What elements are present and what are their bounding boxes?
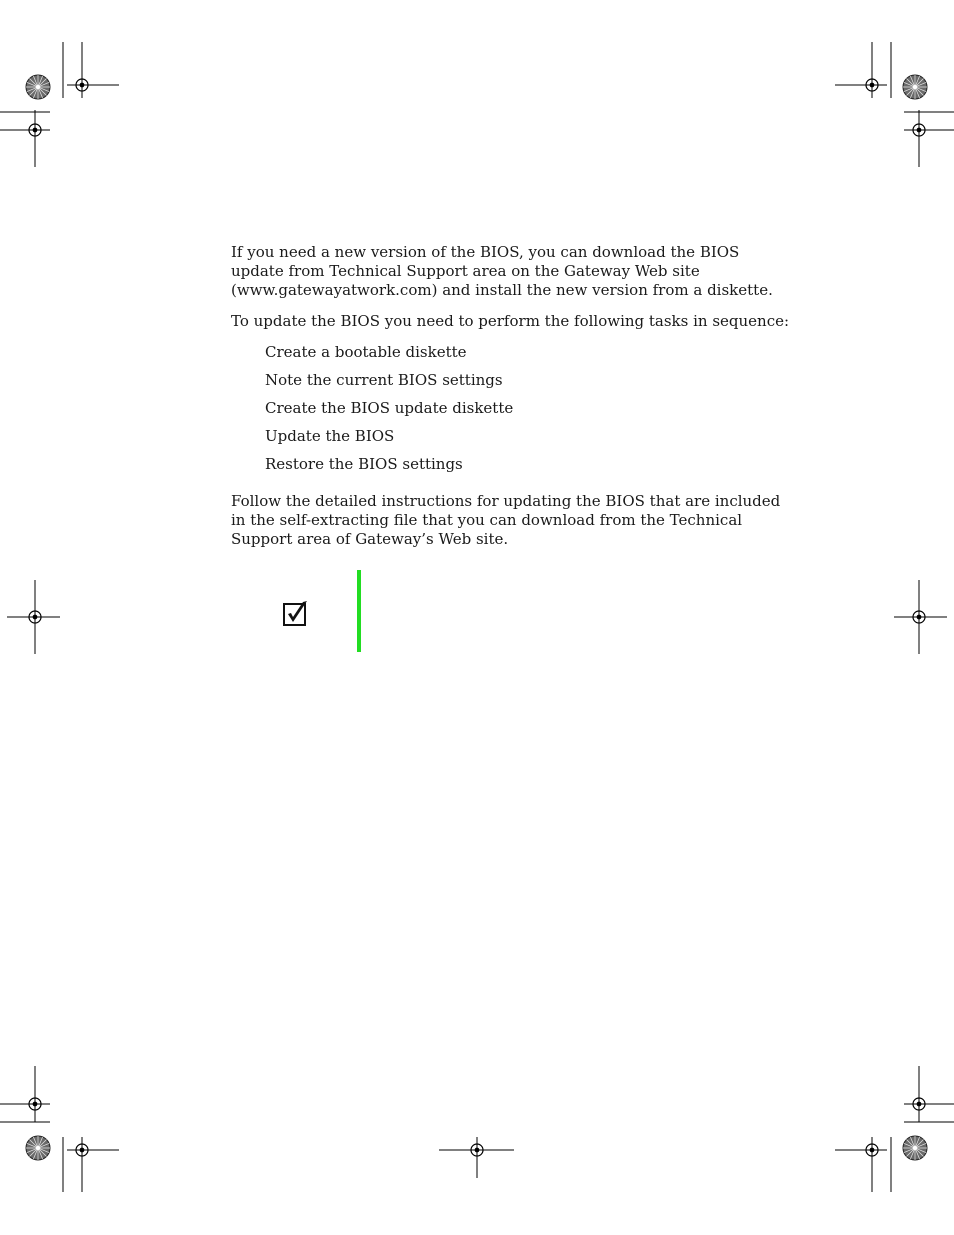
list-item: Create the BIOS update diskette xyxy=(265,399,514,417)
checkmark-note-icon xyxy=(283,600,309,626)
document-body xyxy=(231,243,796,549)
list-item: Note the current BIOS settings xyxy=(265,371,503,389)
note-accent-bar xyxy=(357,570,361,652)
task-list xyxy=(231,343,796,474)
note-callout xyxy=(283,570,403,652)
closing-paragraph: Follow the detailed instructions for updating the BIOS that are included in the self-extracting file that you can download from the Technical Support area of Gateway’s Web site. xyxy=(231,492,781,548)
lead-in-paragraph: To update the BIOS you need to perform the following tasks in sequence: xyxy=(231,312,790,330)
list-item: Update the BIOS xyxy=(265,427,395,445)
intro-paragraph: If you need a new version of the BIOS, you can download the BIOS update from Technical Support area on the Gateway Web site (www.gatewayatwork.com) and install the new version from a diskette. xyxy=(231,243,773,299)
list-item: Restore the BIOS settings xyxy=(265,455,463,473)
list-item: Create a bootable diskette xyxy=(265,343,467,361)
